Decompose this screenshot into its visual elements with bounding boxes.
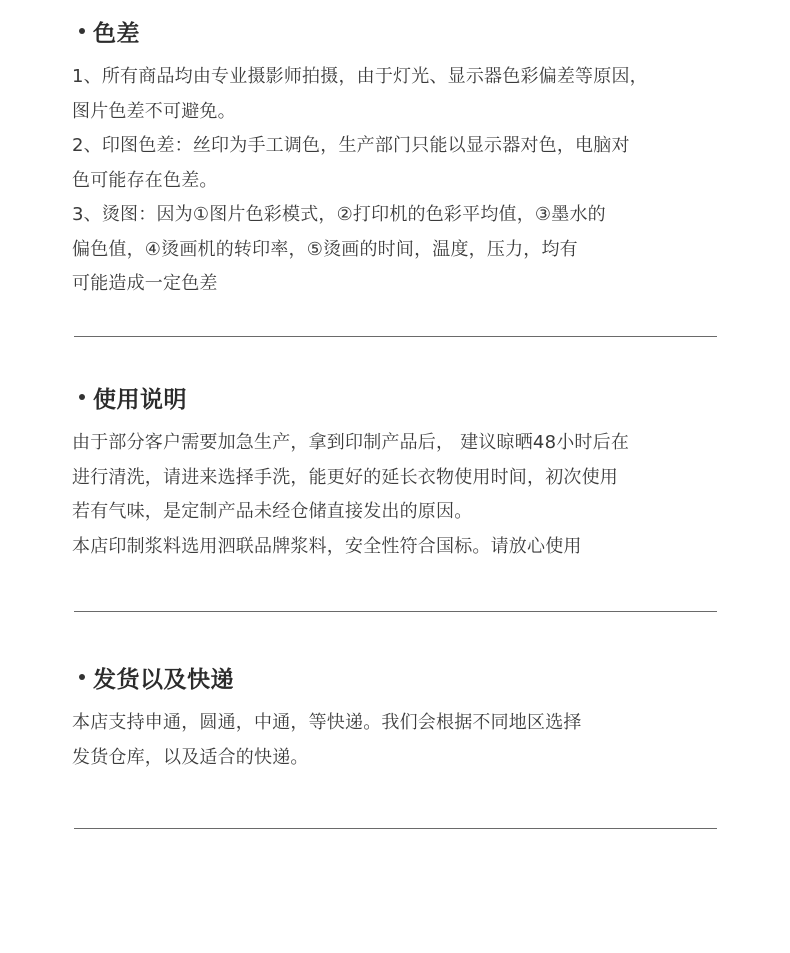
text-line: 2、印图色差：丝印为手工调色，生产部门只能以显示器对色，电脑对 bbox=[72, 135, 630, 156]
text-line: 发货仓库，以及适合的快递。 bbox=[72, 746, 309, 768]
heading-text: 使用说明 bbox=[93, 386, 187, 413]
section-body bbox=[72, 706, 722, 775]
text-line: 进行清洗，请进来选择手洗，能更好的延长衣物使用时间，初次使用 bbox=[72, 466, 618, 488]
heading-text: 色差 bbox=[93, 20, 140, 47]
bullet-icon bbox=[79, 674, 85, 680]
text-line: 偏色值，④烫画机的转印率，⑤烫画的时间，温度，压力，均有 bbox=[72, 238, 578, 260]
section-body bbox=[72, 426, 722, 564]
text-line: 由于部分客户需要加急生产，拿到印制产品后， 建议晾晒48小时后在 bbox=[72, 432, 630, 453]
text-line: 可能造成一定色差 bbox=[72, 273, 218, 294]
text-line: 若有气味，是定制产品未经仓储直接发出的原因。 bbox=[72, 501, 473, 522]
section-divider bbox=[74, 336, 717, 337]
section-heading bbox=[72, 662, 722, 692]
section-divider bbox=[74, 828, 717, 829]
heading-text: 发货以及快递 bbox=[93, 666, 234, 693]
text-line: 3、烫图：因为①图片色彩模式，②打印机的色彩平均值，③墨水的 bbox=[72, 204, 606, 225]
section-shipping bbox=[72, 662, 722, 775]
section-body bbox=[72, 60, 722, 302]
section-heading bbox=[72, 16, 722, 46]
text-line: 本店支持申通，圆通，中通，等快递。我们会根据不同地区选择 bbox=[72, 712, 582, 733]
bullet-icon bbox=[79, 28, 85, 34]
text-line: 色可能存在色差。 bbox=[72, 169, 218, 191]
bullet-icon bbox=[79, 394, 85, 400]
section-color-difference bbox=[72, 16, 722, 302]
section-divider bbox=[74, 611, 717, 612]
text-line: 1、所有商品均由专业摄影师拍摄，由于灯光、显示器色彩偏差等原因， bbox=[72, 66, 648, 87]
text-line: 图片色差不可避免。 bbox=[72, 100, 236, 122]
section-usage-instructions bbox=[72, 382, 722, 564]
text-line: 本店印制浆料选用泗联品牌浆料，安全性符合国标。请放心使用 bbox=[72, 535, 582, 557]
section-heading bbox=[72, 382, 722, 412]
